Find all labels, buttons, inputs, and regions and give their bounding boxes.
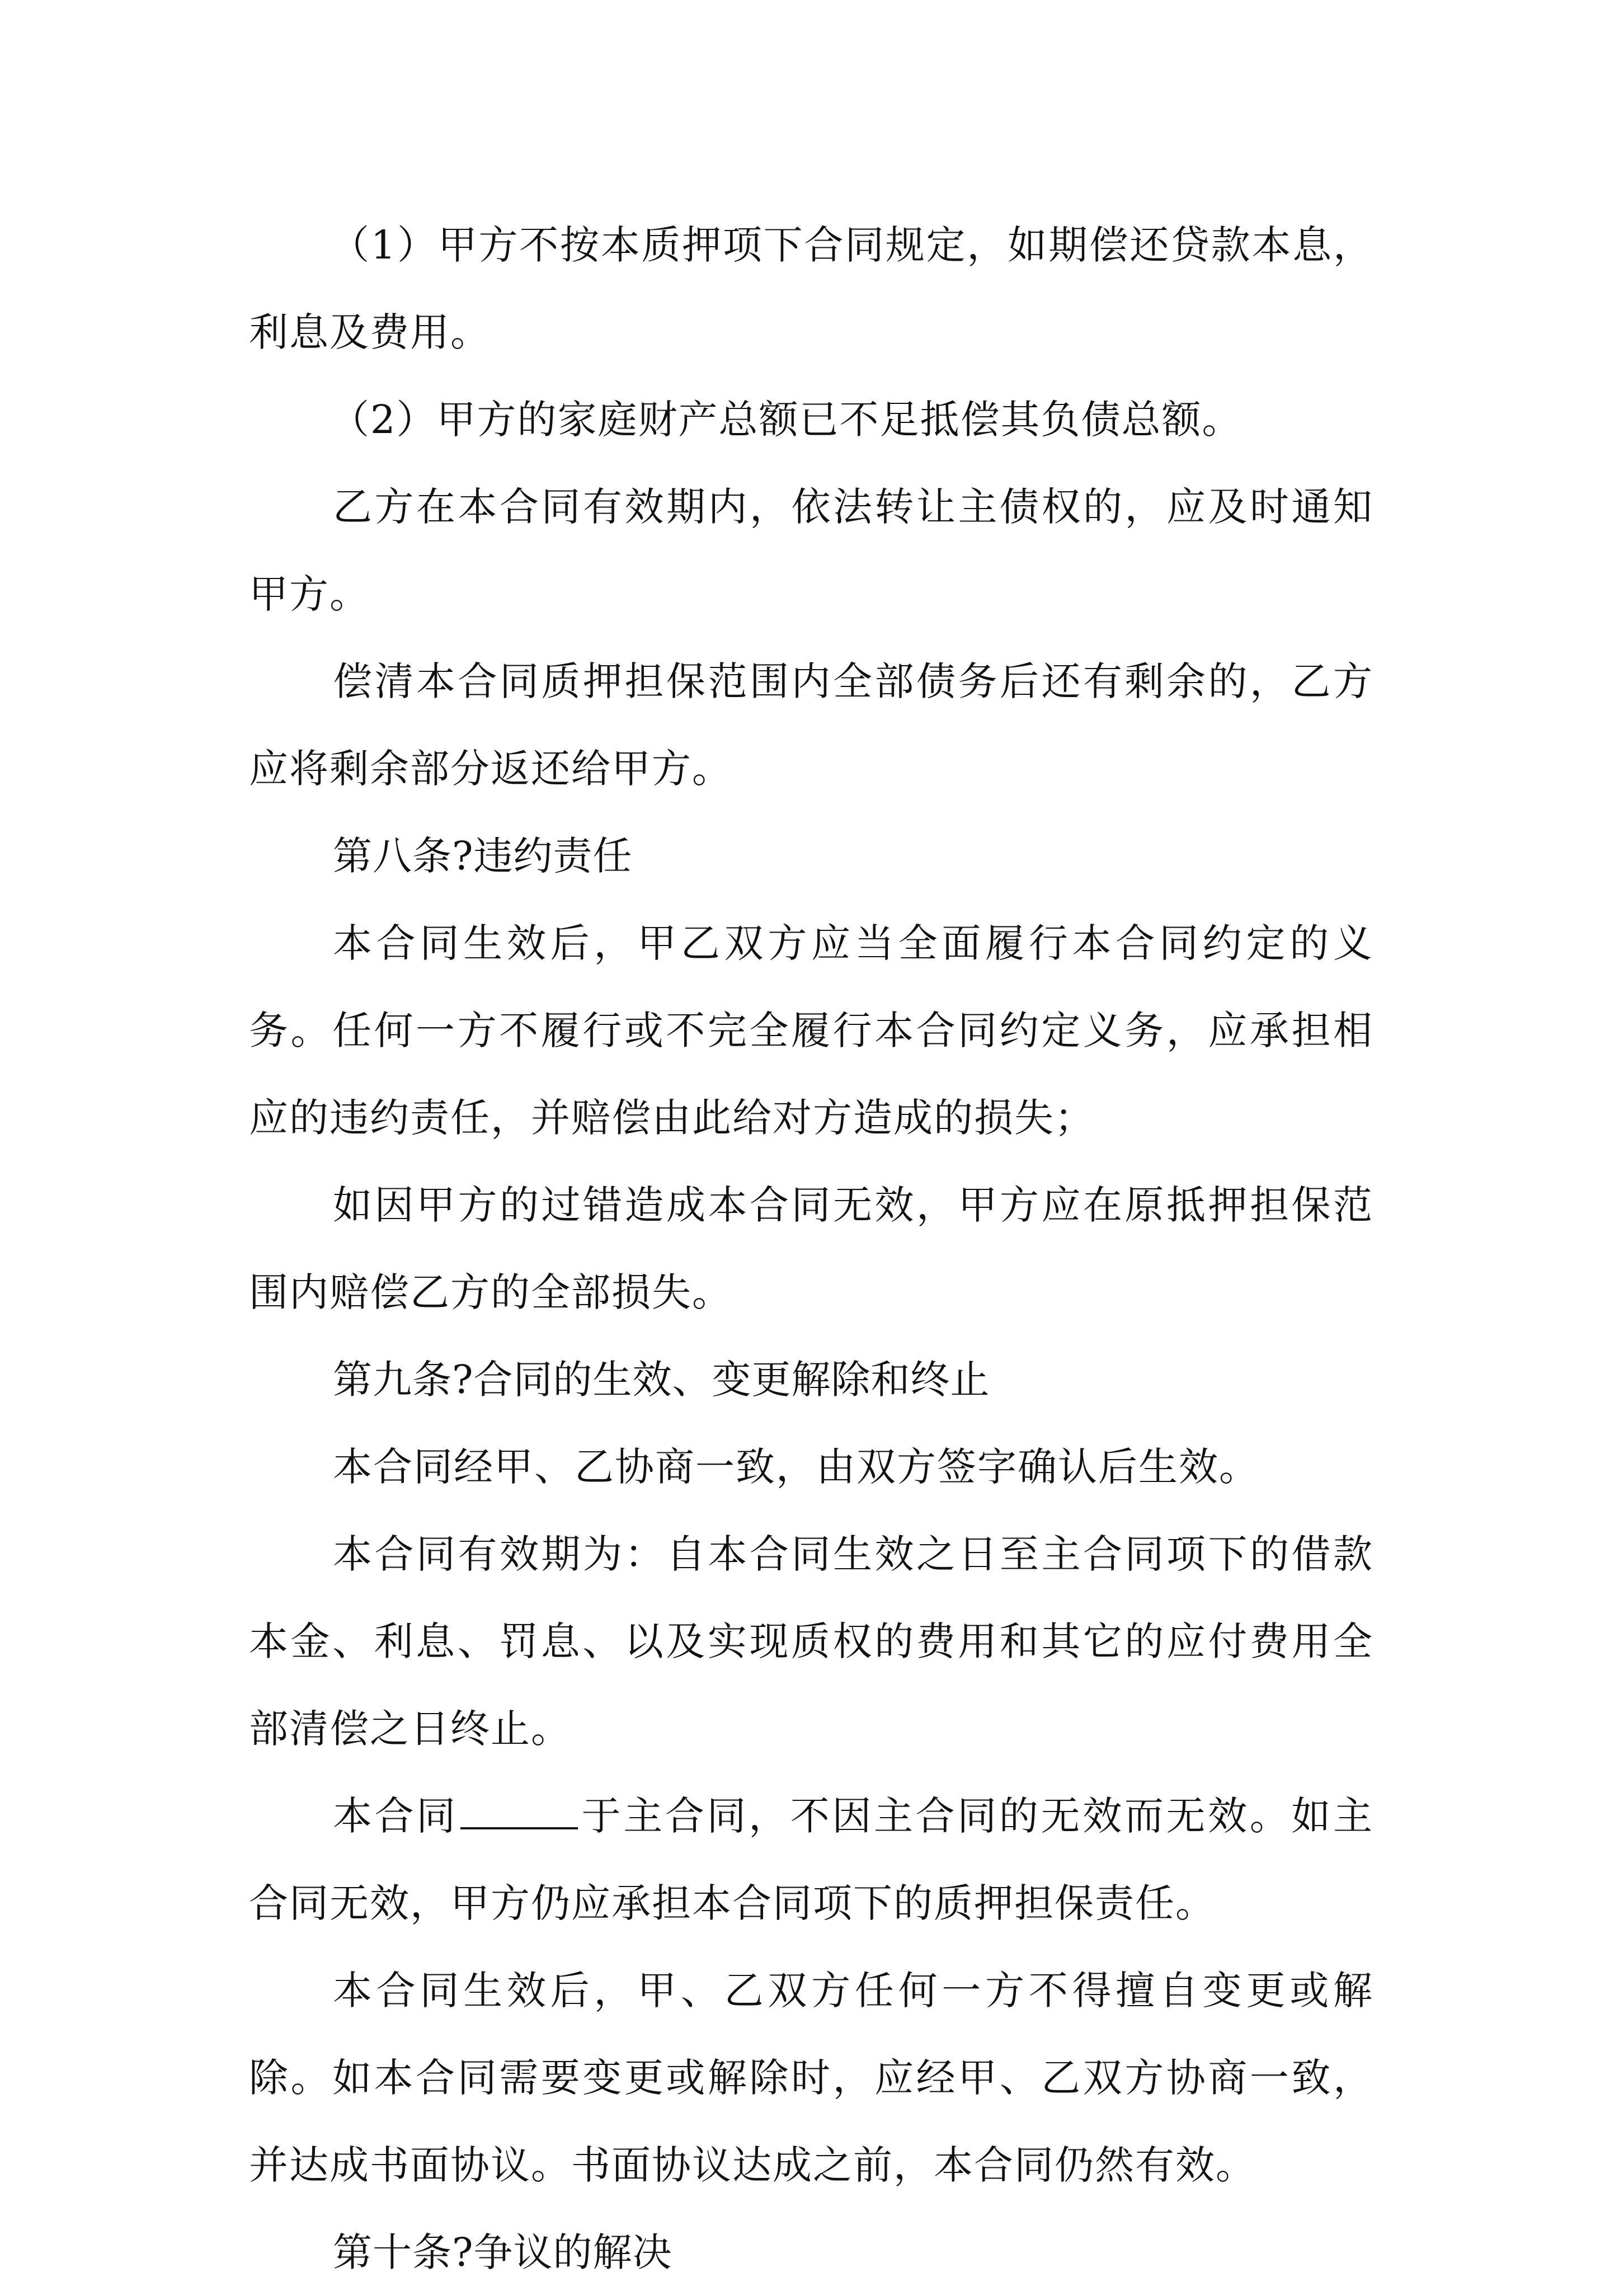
independence-text-after: 于主合同，不因主合同的无效而无效。如主合同无效，甲方仍应承担本合同项下的质押担保责任。 bbox=[249, 1793, 1374, 1926]
article-9-heading: 第九条?合同的生效、变更解除和终止 bbox=[333, 1357, 990, 1403]
article-8-heading: 第八条?违约责任 bbox=[333, 833, 633, 879]
modification-paragraph: 本合同生效后，甲、乙双方任何一方不得擅自变更或解除。如本合同需要变更或解除时，应经甲、乙双方协商一致，并达成书面协议。书面协议达成之前，本合同仍然有效。 bbox=[249, 1968, 1373, 2188]
clause-item-1: （1）甲方不按本质押项下合同规定，如期偿还贷款本息，利息及费用。 bbox=[249, 222, 1373, 355]
document-body bbox=[249, 201, 1373, 2296]
fill-in-blank[interactable] bbox=[460, 1794, 578, 1829]
transfer-notice-paragraph: 乙方在本合同有效期内，依法转让主债权的，应及时通知甲方。 bbox=[249, 484, 1373, 617]
invalidity-compensation-paragraph: 如因甲方的过错造成本合同无效，甲方应在原抵押担保范围内赔偿乙方的全部损失。 bbox=[249, 1182, 1373, 1315]
independence-text-before: 本合同 bbox=[333, 1793, 458, 1839]
effectiveness-paragraph: 本合同经甲、乙协商一致，由双方签字确认后生效。 bbox=[333, 1444, 1259, 1490]
validity-period-paragraph: 本合同有效期为：自本合同生效之日至主合同项下的借款本金、利息、罚息、以及实现质权的费用和其它的应付费用全部清偿之日终止。 bbox=[249, 1531, 1373, 1752]
clause-item-2: （2）甲方的家庭财产总额已不足抵偿其负债总额。 bbox=[330, 397, 1243, 443]
independence-paragraph bbox=[249, 1772, 1373, 1947]
breach-liability-paragraph: 本合同生效后，甲乙双方应当全面履行本合同约定的义务。任何一方不履行或不完全履行本合同约定义务，应承担相应的违约责任，并赔偿由此给对方造成的损失； bbox=[249, 920, 1373, 1141]
surplus-return-paragraph: 偿清本合同质押担保范围内全部债务后还有剩余的，乙方应将剩余部分返还给甲方。 bbox=[249, 658, 1373, 792]
article-10-heading: 第十条?争议的解决 bbox=[333, 2229, 672, 2275]
